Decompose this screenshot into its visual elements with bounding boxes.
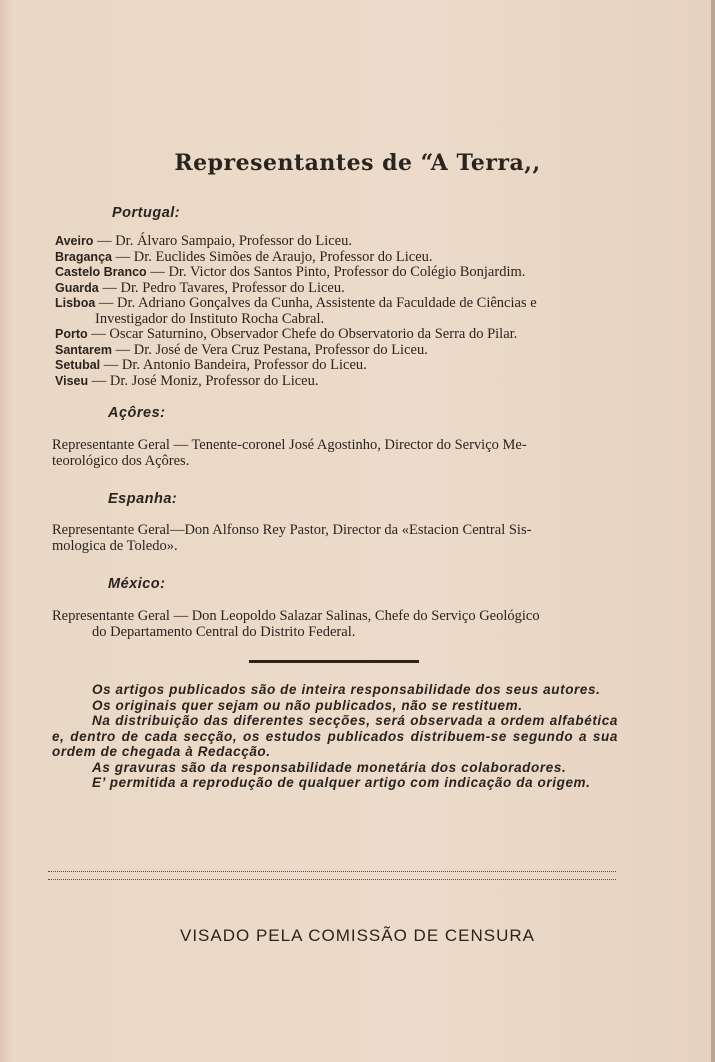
representative-text: — Dr. José Moniz, Professor do Liceu. — [88, 372, 319, 389]
note-reproduction: E’ permitida a reprodução de qualquer artigo com indicação da origem. — [92, 775, 591, 790]
acores-paragraph — [52, 437, 622, 469]
note-engravings: As gravuras são da responsabilidade monetária dos colaboradores. — [92, 759, 567, 775]
place-name: Aveiro — [55, 234, 94, 248]
heading-portugal: Portugal: — [112, 205, 181, 221]
list-item — [55, 327, 655, 343]
list-item — [55, 358, 655, 374]
dotted-rule-1 — [48, 871, 616, 872]
place-name: Guarda — [55, 280, 99, 295]
espanha-line-1: Representante Geral—Don Alfonso Rey Pastor, Director da «Estacion Central Sis- — [52, 522, 532, 538]
note-originals: Os originais quer sejam ou não publicados, não se restituem. — [92, 697, 523, 713]
heading-espanha: Espanha: — [108, 491, 178, 507]
place-name: Viseu — [55, 373, 89, 388]
place-name: Castelo Branco — [55, 265, 147, 279]
section-divider — [249, 660, 419, 663]
representative-text: — Dr. Adriano Gonçalves da Cunha, Assistente da Faculdade de Ciências e — [95, 295, 537, 311]
place-name: Setubal — [55, 358, 101, 372]
place-name: Bragança — [55, 249, 112, 264]
note-distribution: Na distribuição das diferentes secções, será observada a ordem alfabética e, dentro de cada secção, os estudos publicados distribuem-se segundo a sua ordem de chegada à Redacção. — [52, 713, 618, 759]
list-item — [55, 265, 655, 281]
page-title: Representantes de “A Terra,, — [174, 150, 541, 176]
representative-text: — Dr. Antonio Bandeira, Professor do Liceu. — [100, 357, 367, 373]
heading-mexico: México: — [108, 576, 166, 592]
place-name: Porto — [55, 327, 88, 341]
representative-text: — Dr. Álvaro Sampaio, Professor do Liceu. — [93, 233, 352, 249]
list-item — [55, 281, 655, 297]
heading-acores: Açôres: — [108, 405, 166, 421]
place-name: Lisboa — [55, 296, 96, 310]
place-name: Santarem — [55, 342, 112, 357]
mexico-line-2: do Departamento Central do Distrito Federal. — [92, 624, 356, 640]
representative-text: — Dr. Pedro Tavares, Professor do Liceu. — [98, 279, 345, 296]
representative-text: — Dr. Euclides Simões de Araujo, Professor do Liceu. — [111, 248, 433, 265]
acores-line-1: Representante Geral — Tenente-coronel José Agostinho, Director do Serviço Me- — [52, 437, 527, 453]
list-item — [55, 234, 655, 250]
espanha-paragraph — [52, 522, 622, 554]
acores-line-2: teorológico dos Açôres. — [52, 453, 190, 469]
censorship-stamp-text: VISADO PELA COMISSÃO DE CENSURA — [179, 926, 536, 945]
list-item — [55, 296, 655, 312]
representative-text: — Dr. José de Vera Cruz Pestana, Professor do Liceu. — [111, 341, 428, 358]
list-item — [55, 374, 655, 390]
dotted-rule-2 — [48, 879, 616, 880]
portugal-list — [55, 234, 655, 389]
mexico-line-1: Representante Geral — Don Leopoldo Salazar Salinas, Chefe do Serviço Geológico — [52, 608, 540, 624]
representative-text: — Dr. Victor dos Santos Pinto, Professor do Colégio Bonjardim. — [146, 264, 526, 280]
note-responsibility: Os artigos publicados são de inteira responsabilidade dos seus autores. — [92, 682, 601, 697]
list-item — [55, 250, 655, 266]
list-item — [55, 343, 655, 359]
editorial-notes — [52, 682, 618, 791]
representative-text: — Oscar Saturnino, Observador Chefe do Observatorio da Serra do Pilar. — [87, 326, 518, 342]
mexico-paragraph — [52, 608, 622, 640]
list-item-continuation: Investigador do Instituto Rocha Cabral. — [95, 310, 325, 327]
espanha-line-2: mologica de Toledo». — [52, 538, 178, 554]
